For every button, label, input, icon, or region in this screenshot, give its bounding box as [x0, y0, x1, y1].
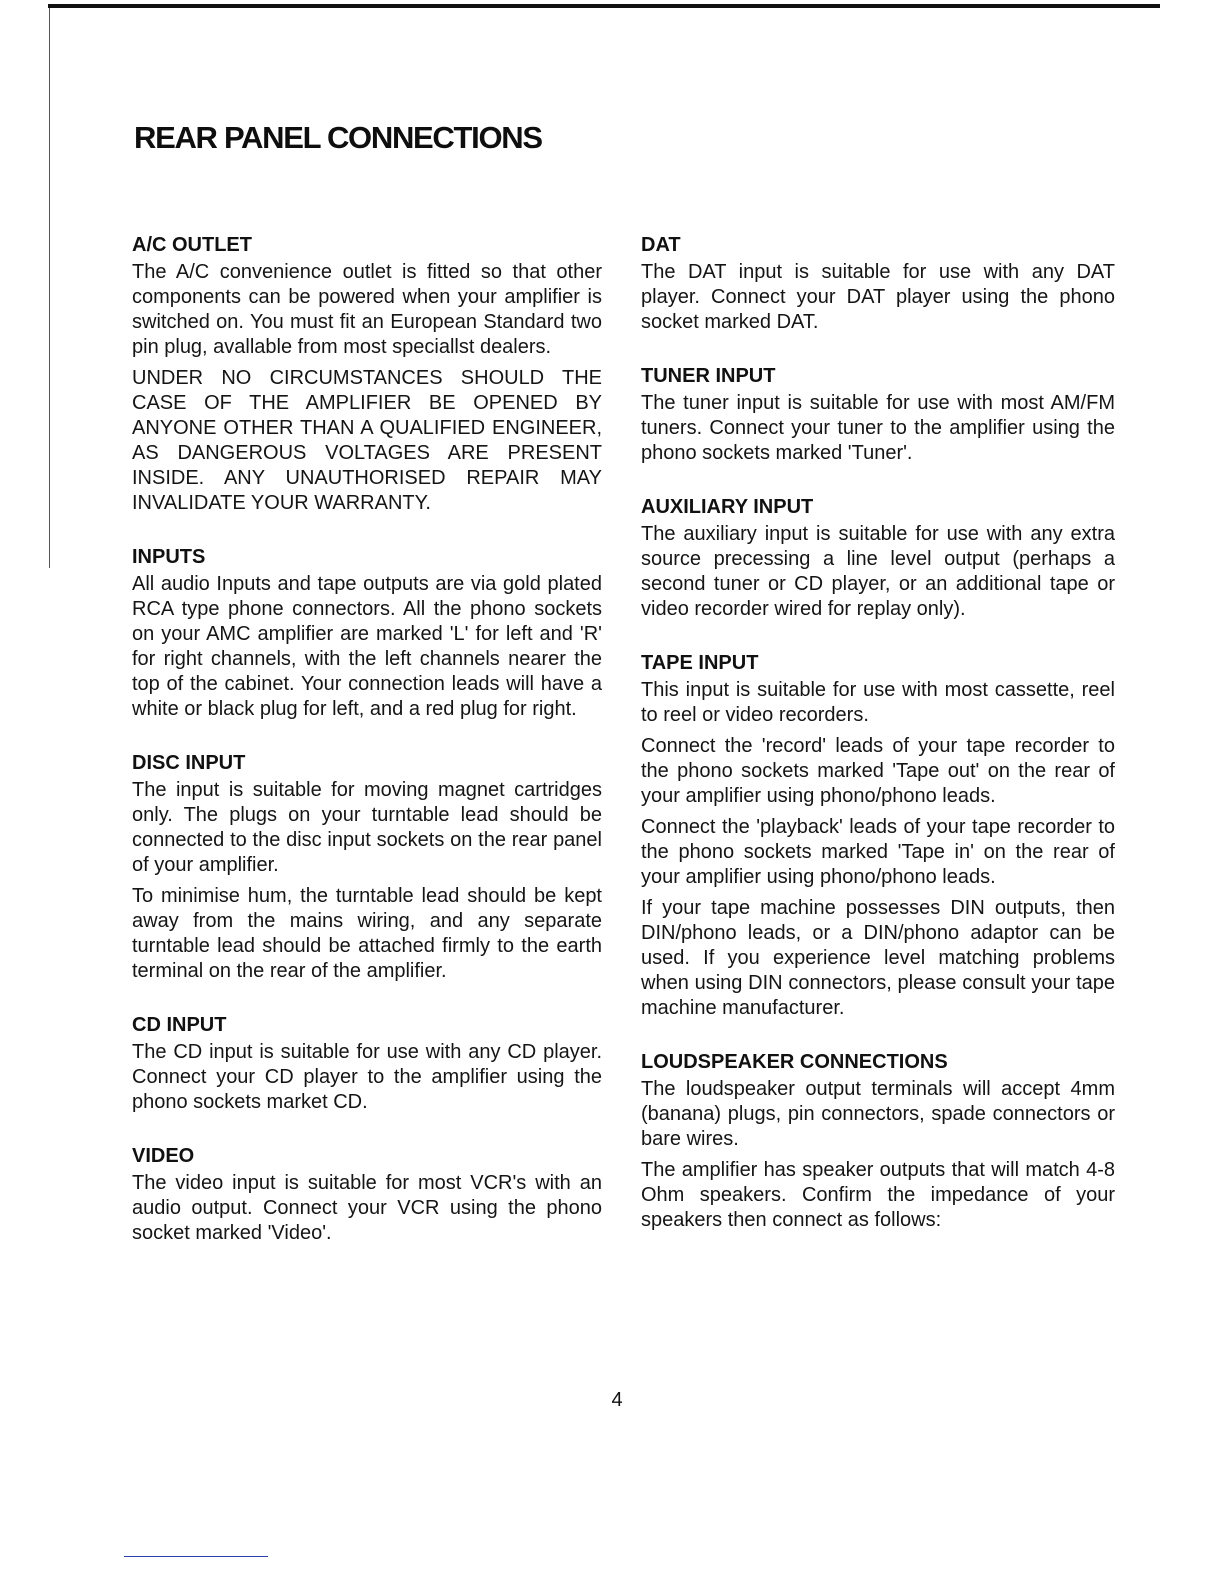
section-heading: LOUDSPEAKER CONNECTIONS — [641, 1051, 948, 1073]
section-a-c-outlet — [132, 230, 602, 516]
section-dat — [641, 230, 1115, 335]
section-paragraph: The input is suitable for moving magnet cartridges only. The plugs on your turntable lead should be connected to the disc input sockets on the rear panel of your amplifier. — [132, 779, 602, 876]
section-auxiliary-input — [641, 492, 1115, 622]
section-video — [132, 1141, 602, 1246]
page-number: 4 — [611, 1389, 623, 1411]
section-paragraph: The amplifier has speaker outputs that will match 4-8 Ohm speakers. Confirm the impedance of your speakers then connect as follows: — [641, 1159, 1115, 1231]
left-column — [132, 230, 602, 1252]
page-title: REAR PANEL CONNECTIONS — [134, 120, 542, 155]
section-tape-input — [641, 648, 1115, 1021]
section-paragraph: If your tape machine possesses DIN outputs, then DIN/phono leads, or a DIN/phono adaptor can be used. If you experience level matching problems when using DIN connectors, please consult your tape machine manufacturer. — [641, 897, 1115, 1019]
section-heading: CD INPUT — [132, 1014, 227, 1036]
section-paragraph: To minimise hum, the turntable lead should be kept away from the mains wiring, and any separate turntable lead should be attached firmly to the earth terminal on the rear of the amplifier. — [132, 885, 602, 982]
right-column — [641, 230, 1115, 1239]
section-heading: TUNER INPUT — [641, 365, 776, 387]
section-paragraph: The auxiliary input is suitable for use with any extra source precessing a line level output (perhaps a second tuner or CD player, or an additional tape or video recorder wired for replay only). — [641, 523, 1115, 620]
section-paragraph: The loudspeaker output terminals will accept 4mm (banana) plugs, pin connectors, spade connectors or bare wires. — [641, 1078, 1115, 1150]
section-heading: DAT — [641, 234, 681, 256]
top-rule — [48, 4, 1160, 8]
section-heading: VIDEO — [132, 1145, 195, 1167]
left-edge-line — [49, 8, 50, 568]
section-paragraph: Connect the 'record' leads of your tape recorder to the phono sockets marked 'Tape out' on the rear of your amplifier using phono/phono leads. — [641, 735, 1115, 807]
section-heading: INPUTS — [132, 546, 206, 568]
section-heading: TAPE INPUT — [641, 652, 759, 674]
section-heading: DISC INPUT — [132, 752, 246, 774]
section-loudspeaker-connections — [641, 1047, 1115, 1233]
section-inputs — [132, 542, 602, 722]
section-disc-input — [132, 748, 602, 984]
section-tuner-input — [641, 361, 1115, 466]
section-heading: AUXILIARY INPUT — [641, 496, 814, 518]
section-paragraph: Connect the 'playback' leads of your tape recorder to the phono sockets marked 'Tape in' on the rear of your amplifier using phono/phono leads. — [641, 816, 1115, 888]
section-paragraph: The tuner input is suitable for use with most AM/FM tuners. Connect your tuner to the amplifier using the phono sockets marked 'Tuner'. — [641, 392, 1115, 464]
bottom-rule — [124, 1556, 268, 1557]
section-paragraph: The DAT input is suitable for use with any DAT player. Connect your DAT player using the phono socket marked DAT. — [641, 261, 1115, 333]
section-paragraph: The video input is suitable for most VCR's with an audio output. Connect your VCR using the phono socket marked 'Video'. — [132, 1172, 602, 1244]
section-paragraph: The CD input is suitable for use with any CD player. Connect your CD player to the amplifier using the phono sockets market CD. — [132, 1041, 602, 1113]
section-paragraph: All audio Inputs and tape outputs are via gold plated RCA type phone connectors. All the phono sockets on your AMC amplifier are marked 'L' for left and 'R' for right channels, with the left channels nearer the top of the cabinet. Your connection leads will have a white or black plug for left, and a red plug for right. — [132, 573, 602, 720]
section-heading: A/C OUTLET — [132, 234, 252, 256]
section-paragraph: The A/C convenience outlet is fitted so that other components can be powered when your amplifier is switched on. You must fit an European Standard two pin plug, avallable from most speciallst dealers. — [132, 261, 602, 358]
section-paragraph: This input is suitable for use with most cassette, reel to reel or video recorders. — [641, 679, 1115, 726]
section-paragraph: UNDER NO CIRCUMSTANCES SHOULD THE CASE OF THE AMPLIFIER BE OPENED BY ANYONE OTHER THAN A QUALIFIED ENGINEER, AS DANGEROUS VOLTAGES ARE PRESENT INSIDE. ANY UNAUTHORISED REPAIR MAY INVALIDATE YOUR WARRANTY. — [132, 367, 602, 514]
section-cd-input — [132, 1010, 602, 1115]
